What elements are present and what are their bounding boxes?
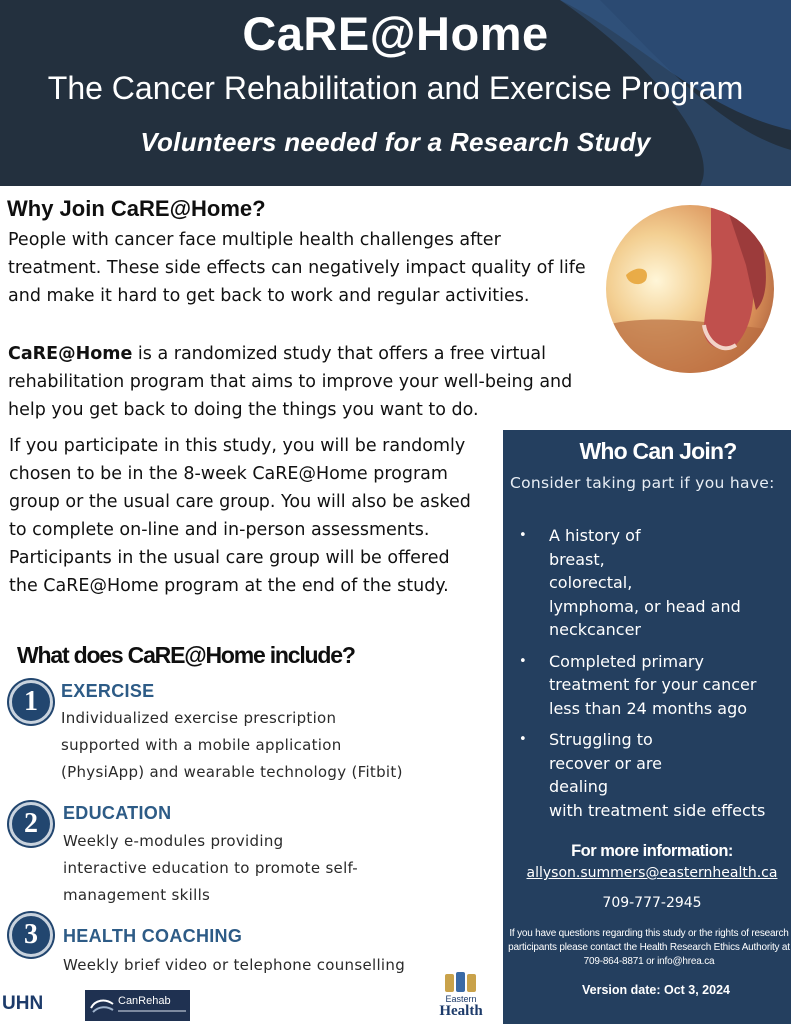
who-can-join-panel xyxy=(503,430,791,1024)
participation-paragraph: If you participate in this study, you will be randomly chosen to be in the 8-week CaRE@Home program group or the usual care group. You will also be asked to complete on-line and in-person assessments. Participants in the usual care group will be offered the CaRE@Home program at the end of the study. xyxy=(9,436,471,596)
who-can-join-heading: Who Can Join? xyxy=(579,438,737,464)
education-description xyxy=(63,828,483,909)
study-description-text: is a randomized study that offers a free virtual rehabilitation program that aims to improve your well-being and help you get back to doing the things you want to do. xyxy=(8,344,573,420)
exercise-line: (PhysiApp) and wearable technology (Fitbit) xyxy=(61,763,403,781)
bullet-icon: • xyxy=(519,528,527,543)
eligibility-line: breast, xyxy=(549,549,605,569)
eligibility-intro: Consider taking part if you have: xyxy=(510,474,775,492)
eligibility-line: less than 24 months ago xyxy=(549,698,748,718)
exercise-line: Individualized exercise prescription xyxy=(61,709,337,727)
canrehab-logo-text: CanRehab xyxy=(118,995,171,1007)
why-join-heading: Why Join CaRE@Home? xyxy=(7,196,266,221)
canrehab-underline xyxy=(118,1010,186,1012)
uhn-logo-text: UHN xyxy=(2,993,44,1014)
eligibility-line: recover or are xyxy=(549,753,662,773)
canrehab-swirl-icon xyxy=(87,990,117,1021)
bullet-icon: • xyxy=(519,732,527,747)
eastern-health-line2: Health xyxy=(439,1003,483,1019)
canrehab-logo xyxy=(85,990,190,1021)
study-description xyxy=(8,340,593,424)
eligibility-list xyxy=(503,524,791,830)
eligibility-line: dealing xyxy=(549,777,608,796)
version-date: Version date: Oct 3, 2024 xyxy=(582,983,730,997)
program-title: CaRE@Home xyxy=(242,7,549,60)
eligibility-line: Completed primary xyxy=(549,651,704,671)
number-1-icon: 1 xyxy=(9,680,53,724)
eligibility-item xyxy=(503,728,791,822)
exercise-title: EXERCISE xyxy=(61,681,155,701)
number-3-icon: 3 xyxy=(9,913,53,957)
eligibility-item xyxy=(503,524,791,642)
eastern-health-line1: Eastern xyxy=(445,994,477,1004)
eligibility-line: colorectal, xyxy=(549,573,633,592)
exercise-line: supported with a mobile application xyxy=(61,736,342,754)
contact-phone: 709-777-2945 xyxy=(602,895,702,911)
brand-name: CaRE@Home xyxy=(8,344,133,364)
education-line: management skills xyxy=(63,886,211,904)
health-coaching-line: Weekly brief video or telephone counselling xyxy=(63,956,406,974)
health-coaching-description xyxy=(63,952,493,979)
more-info-heading: For more information: xyxy=(571,842,733,860)
eligibility-line: Struggling to xyxy=(549,730,653,749)
eligibility-line: lymphoma, or head and xyxy=(549,596,741,616)
eligibility-line: A history of xyxy=(549,526,641,545)
contact-email-link[interactable]: allyson.summers@easternhealth.ca xyxy=(526,865,778,881)
uhn-logo xyxy=(2,990,84,1018)
ethics-contact-note: If you have questions regarding this study or the rights of research participants please contact the Health Research Ethics Authority at 709-864-8871 or info@hrea.ca xyxy=(508,928,790,967)
running-shoe-photo xyxy=(606,205,774,373)
exercise-description xyxy=(61,705,481,786)
eligibility-line: treatment for your cancer xyxy=(549,675,757,694)
what-included-heading: What does CaRE@Home include? xyxy=(17,642,355,668)
education-line: Weekly e-modules providing xyxy=(63,832,284,850)
header-banner xyxy=(0,0,791,186)
program-subtitle: The Cancer Rehabilitation and Exercise Program xyxy=(47,70,744,106)
eligibility-line: with treatment side effects xyxy=(549,800,766,820)
why-join-paragraph: People with cancer face multiple health challenges after treatment. These side effects can negatively impact quality of life and make it hard to get back to work and regular activities. xyxy=(8,230,586,306)
education-line: interactive education to promote self- xyxy=(63,859,359,877)
number-2-icon: 2 xyxy=(9,802,53,846)
bullet-icon: • xyxy=(519,653,527,669)
running-photo-graphic xyxy=(606,205,774,373)
volunteer-tagline: Volunteers needed for a Research Study xyxy=(140,127,651,157)
eligibility-line: neckcancer xyxy=(549,620,642,639)
eligibility-item xyxy=(503,650,791,721)
education-title: EDUCATION xyxy=(63,803,172,823)
eastern-health-figures-icon xyxy=(443,970,479,994)
eastern-health-logo xyxy=(430,970,492,1022)
health-coaching-title: HEALTH COACHING xyxy=(63,926,243,946)
